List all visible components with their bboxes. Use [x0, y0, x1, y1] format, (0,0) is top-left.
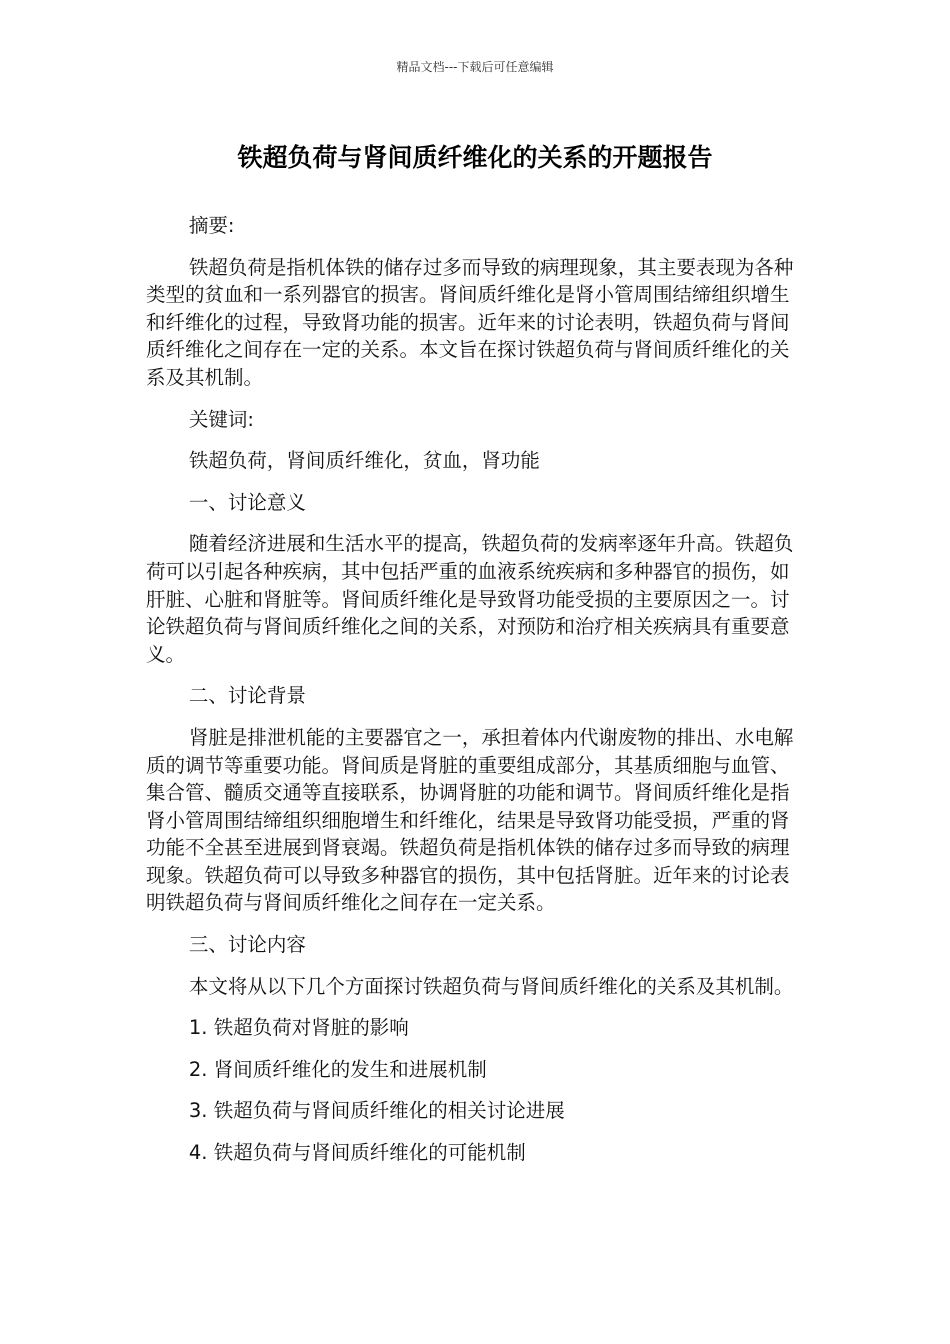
document-title: 铁超负荷与肾间质纤维化的关系的开题报告	[237, 143, 713, 172]
keywords-heading: 关键词:	[188, 407, 254, 431]
background-paragraph: 肾脏是排泄机能的主要器官之一，承担着体内代谢废物的排出、水电解质的调节等重要功能。肾间质是肾脏的重要组成部分，其基质细胞与血管、集合管、髓质交通等直接联系，协调肾脏的功能和调节。肾间质纤维化是指肾小管周围结缔组织细胞增生和纤维化，结果是导致肾功能受损，严重的肾功能不全甚至进展到肾衰竭。铁超负荷是指机体铁的储存过多而导致的病理现象。铁超负荷可以导致多种器官的损伤，其中包括肾脏。近年来的讨论表明铁超负荷与肾间质纤维化之间存在一定关系。	[146, 725, 794, 915]
content-list-item: 4. 铁超负荷与肾间质纤维化的可能机制	[188, 1141, 526, 1165]
significance-paragraph: 随着经济进展和生活水平的提高，铁超负荷的发病率逐年升高。铁超负荷可以引起各种疾病，其中包括严重的血液系统疾病和多种器官的损伤，如肝脏、心脏和肾脏等。肾间质纤维化是导致肾功能受损的主要原因之一。讨论铁超负荷与肾间质纤维化之间的关系，对预防和治疗相关疾病具有重要意义。	[146, 532, 794, 666]
abstract-paragraph: 铁超负荷是指机体铁的储存过多而导致的病理现象，其主要表现为各种类型的贫血和一系列器官的损害。肾间质纤维化是肾小管周围结缔组织增生和纤维化的过程，导致肾功能的损害。近年来的讨论表明，铁超负荷与肾间质纤维化之间存在一定的关系。本文旨在探讨铁超负荷与肾间质纤维化的关系及其机制。	[146, 255, 794, 389]
keywords-paragraph: 铁超负荷，肾间质纤维化，贫血，肾功能	[188, 449, 540, 473]
section-heading-content: 三、讨论内容	[188, 933, 306, 957]
abstract-heading: 摘要:	[188, 214, 235, 237]
section-heading-significance: 一、讨论意义	[188, 490, 306, 514]
content-list-item: 1. 铁超负荷对肾脏的影响	[188, 1016, 409, 1040]
content-list-item: 3. 铁超负荷与肾间质纤维化的相关讨论进展	[188, 1099, 565, 1123]
header-note: 精品文档---下载后可任意编辑	[396, 60, 554, 74]
document-body	[146, 212, 794, 1181]
content-list-item: 2. 肾间质纤维化的发生和进展机制	[188, 1057, 487, 1081]
content-intro-paragraph: 本文将从以下几个方面探讨铁超负荷与肾间质纤维化的关系及其机制。	[188, 974, 794, 998]
section-heading-background: 二、讨论背景	[188, 684, 306, 708]
